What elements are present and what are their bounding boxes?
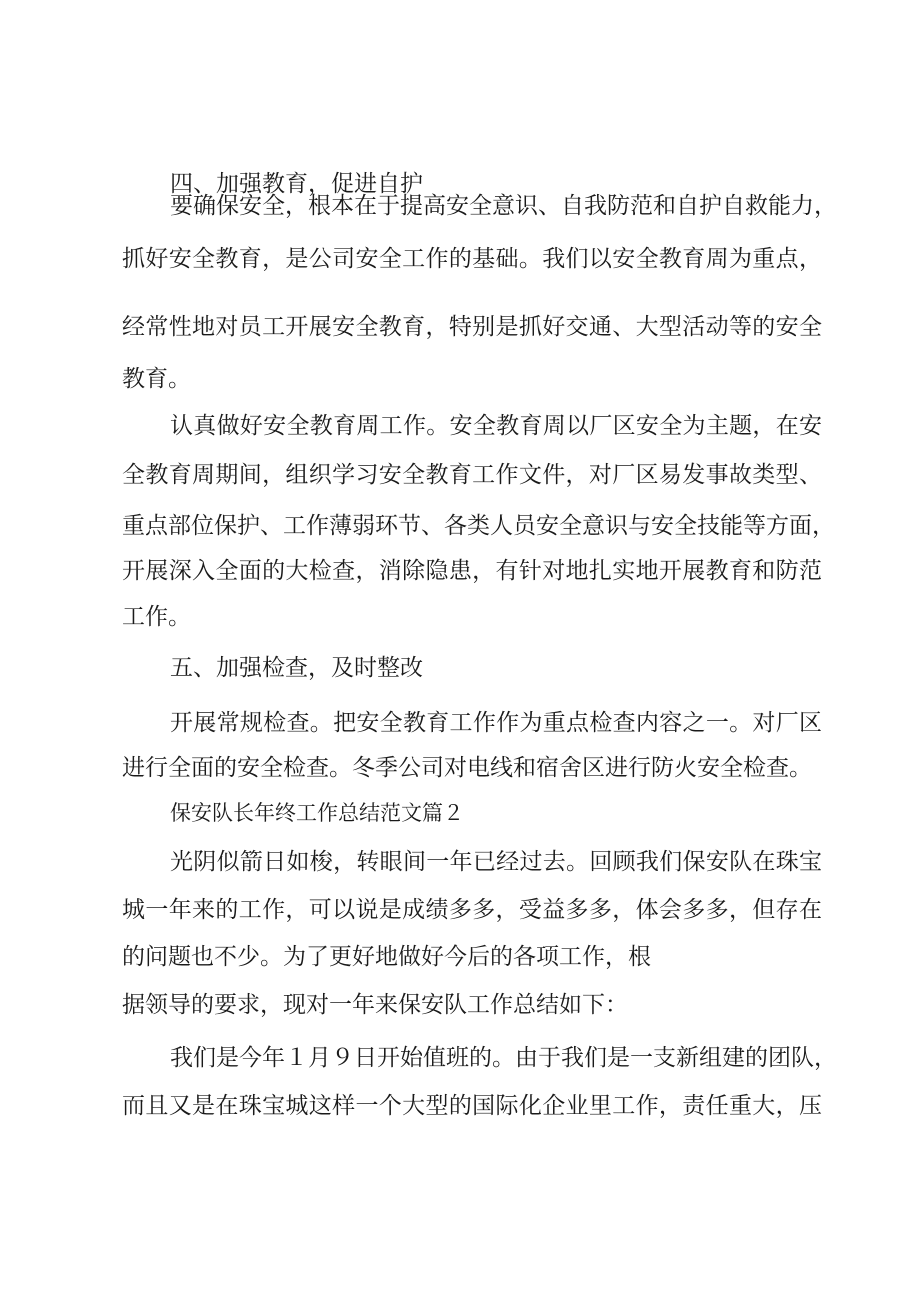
paragraph-line: 开展常规检查。把安全教育工作作为重点检查内容之一。对厂区 — [170, 710, 822, 736]
section-heading-5: 五、加强检查，及时整改 — [170, 655, 423, 681]
paragraph-line: 要确保安全，根本在于提高安全意识、自我防范和自护自救能力， — [170, 193, 837, 219]
article-title: 保安队长年终工作总结范文篇２ — [170, 801, 464, 825]
paragraph-line: 重点部位保护、工作薄弱环节、各类人员安全意识与安全技能等方面， — [122, 513, 835, 539]
paragraph-line: 认真做好安全教育周工作。安全教育周以厂区安全为主题，在安 — [170, 413, 822, 439]
paragraph-line: 进行全面的安全检查。冬季公司对电线和宿舍区进行防火安全检查。 — [122, 755, 812, 781]
paragraph-line: 经常性地对员工开展安全教育，特别是抓好交通、大型活动等的安全 — [122, 314, 822, 340]
paragraph-line: 开展深入全面的大检查，消除隐患，有针对地扎实地开展教育和防范 — [122, 558, 822, 584]
paragraph-line: 全教育周期间，组织学习安全教育工作文件，对厂区易发事故类型、 — [122, 462, 822, 488]
paragraph-line: 的问题也不少。为了更好地做好今后的各项工作，根 — [122, 944, 651, 970]
paragraph-line: 据领导的要求，现对一年来保安队工作总结如下： — [122, 992, 628, 1018]
paragraph-line: 城一年来的工作，可以说是成绩多多，受益多多，体会多多，但存在 — [122, 897, 822, 923]
paragraph-line: 抓好安全教育，是公司安全工作的基础。我们以安全教育周为重点， — [122, 246, 822, 272]
paragraph-line: 而且又是在珠宝城这样一个大型的国际化企业里工作，责任重大，压 — [122, 1093, 822, 1119]
paragraph-line: 工作。 — [122, 604, 191, 630]
paragraph-line: 我们是今年１月９日开始值班的。由于我们是一支新组建的团队， — [170, 1045, 837, 1071]
section-heading-4: 四、加强教育，促进自护 — [170, 171, 423, 197]
paragraph-line: 教育。 — [122, 366, 191, 392]
paragraph-line: 光阴似箭日如梭，转眼间一年已经过去。回顾我们保安队在珠宝 — [170, 849, 822, 875]
